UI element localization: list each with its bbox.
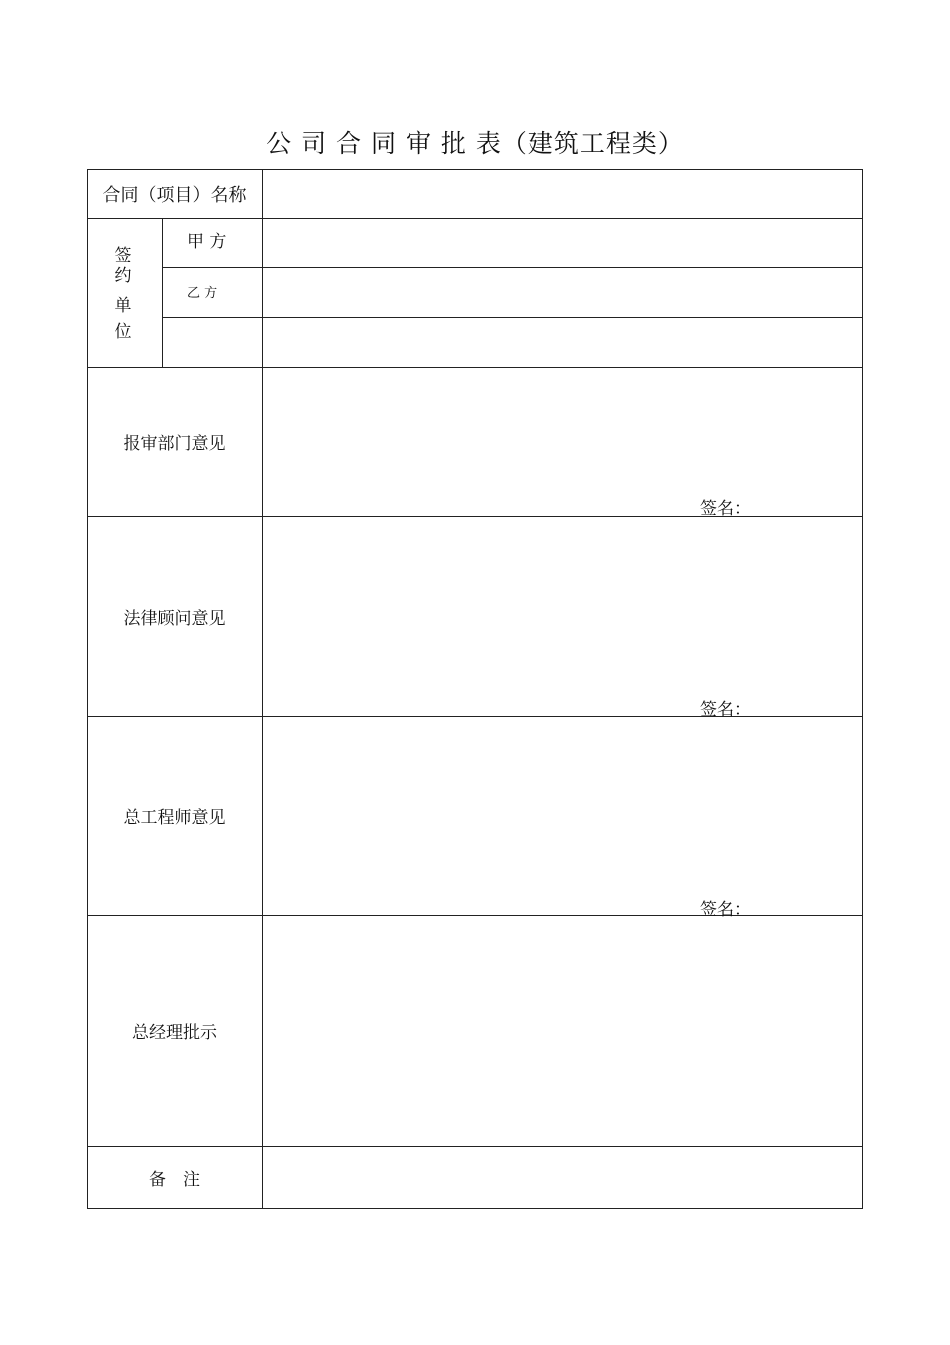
form-title: 公 司 合 同 审 批 表（建筑工程类） — [266, 129, 684, 158]
review-dept-label: 报审部门意见 — [123, 434, 226, 454]
other-party-field[interactable] — [263, 318, 861, 366]
legal-counsel-opinion-field[interactable] — [263, 517, 861, 715]
table-border-bottom — [87, 1208, 863, 1209]
remarks-field[interactable] — [263, 1147, 861, 1207]
party-a-field[interactable] — [263, 219, 861, 266]
table-border-right — [862, 169, 863, 1209]
approval-form-table — [87, 169, 863, 1209]
remarks-label: 备 注 — [149, 1169, 200, 1190]
general-manager-label: 总经理批示 — [132, 1023, 217, 1043]
signing-unit-char: 位 — [114, 322, 132, 342]
legal-counsel-label: 法律顾问意见 — [123, 608, 226, 629]
legal-counsel-signature-label: 签名： — [700, 700, 751, 720]
contract-name-field[interactable] — [263, 170, 861, 217]
signing-unit-char: 单 — [114, 296, 132, 316]
review-dept-opinion-field[interactable] — [263, 368, 861, 515]
general-manager-approval-field[interactable] — [263, 916, 861, 1145]
chief-engineer-label: 总工程师意见 — [123, 808, 226, 828]
party-b-label: 乙 方 — [187, 286, 218, 301]
other-party-label-field[interactable] — [163, 318, 261, 366]
contract-name-label: 合同（项目）名称 — [102, 184, 247, 206]
chief-engineer-opinion-field[interactable] — [263, 717, 861, 914]
signing-unit-char: 签 — [114, 246, 132, 266]
party-b-field[interactable] — [263, 268, 861, 316]
signing-unit-char: 约 — [114, 266, 132, 286]
party-a-label: 甲 方 — [187, 232, 227, 252]
signing-unit-label — [108, 243, 138, 345]
review-dept-signature-label: 签名： — [700, 499, 751, 519]
chief-engineer-signature-label: 签名： — [700, 900, 751, 920]
